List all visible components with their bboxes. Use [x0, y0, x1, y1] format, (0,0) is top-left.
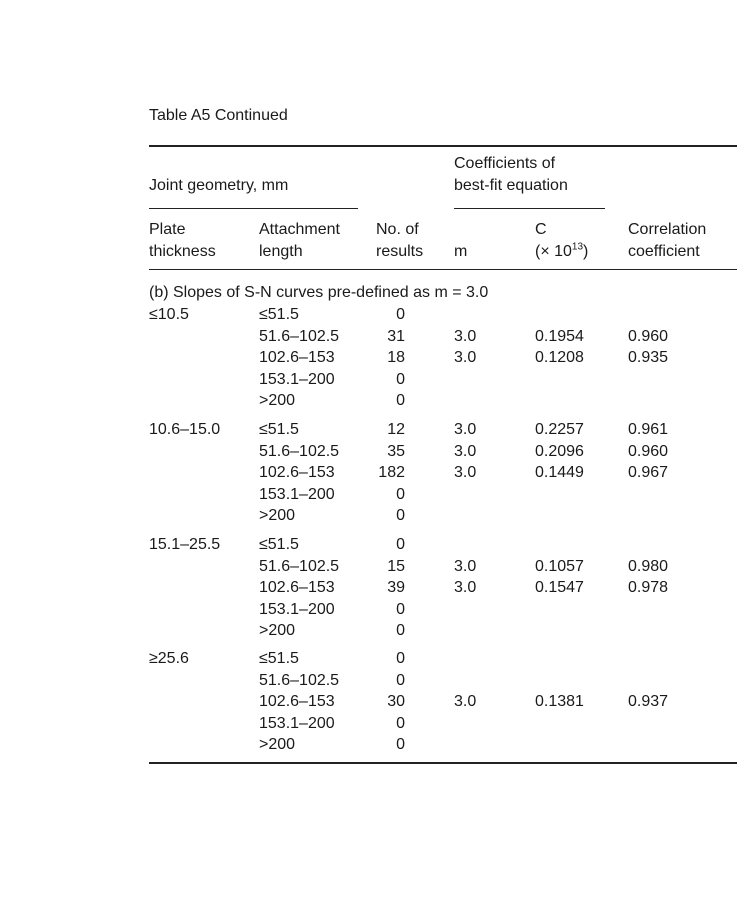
- cell-correlation: 0.961: [628, 421, 669, 438]
- cell-results: 0: [396, 536, 405, 553]
- cell-c: 0.1208: [535, 349, 584, 366]
- cell-attachment-length: >200: [259, 392, 296, 409]
- cell-results: 0: [396, 671, 405, 689]
- cell-plate-thickness: ≥25.6: [149, 650, 189, 667]
- coefficients-underline: [454, 208, 605, 209]
- cell-m: 3.0: [454, 421, 477, 438]
- header-c: [535, 219, 588, 263]
- cell-plate-thickness: 10.6–15.0: [149, 421, 221, 438]
- header-c-prefix: (× 10: [535, 243, 572, 260]
- cell-correlation: 0.980: [628, 557, 669, 575]
- cell-attachment-length: 102.6–153: [259, 464, 335, 481]
- cell-results: 18: [387, 349, 405, 366]
- cell-m: 3.0: [454, 693, 477, 710]
- header-plate-thickness: [149, 219, 216, 263]
- cell-attachment-length: >200: [259, 622, 296, 639]
- cell-attachment-length: 51.6–102.5: [259, 671, 340, 689]
- cell-attachment-length: 153.1–200: [259, 600, 335, 618]
- cell-results: 0: [396, 485, 405, 503]
- cell-attachment-length: ≤51.5: [259, 650, 299, 667]
- cell-results: 0: [396, 370, 405, 388]
- header-c-suffix: ): [583, 243, 589, 260]
- cell-results: 12: [387, 421, 405, 438]
- cell-m: 3.0: [454, 349, 477, 366]
- header-joint-geometry: Joint geometry, mm: [149, 177, 289, 194]
- cell-correlation: 0.937: [628, 693, 669, 710]
- cell-results: 0: [396, 507, 405, 524]
- cell-plate-thickness: 15.1–25.5: [149, 536, 221, 553]
- header-m: m: [454, 243, 468, 260]
- header-plate-line1: Plate: [149, 221, 186, 238]
- header-c-line2: [535, 241, 588, 263]
- cell-attachment-length: ≤51.5: [259, 306, 299, 323]
- header-corr-line1: Correlation: [628, 221, 707, 238]
- cell-results: 0: [396, 650, 405, 667]
- header-c-exponent: 13: [571, 241, 584, 253]
- joint-geometry-underline: [149, 208, 358, 209]
- cell-attachment-length: 102.6–153: [259, 693, 335, 710]
- cell-results: 0: [396, 622, 405, 639]
- cell-results: 0: [396, 306, 405, 323]
- cell-attachment-length: 51.6–102.5: [259, 327, 340, 345]
- cell-c: 0.1381: [535, 693, 584, 710]
- cell-m: 3.0: [454, 579, 477, 596]
- cell-c: 0.1547: [535, 579, 584, 596]
- table-caption: Table A5 Continued: [149, 107, 288, 124]
- cell-m: 3.0: [454, 442, 477, 460]
- cell-attachment-length: 153.1–200: [259, 370, 335, 388]
- cell-results: 182: [378, 464, 405, 481]
- cell-c: 0.1449: [535, 464, 584, 481]
- header-no-of-results: [376, 219, 423, 263]
- cell-correlation: 0.960: [628, 442, 669, 460]
- cell-m: 3.0: [454, 464, 477, 481]
- cell-c: 0.2257: [535, 421, 584, 438]
- bottom-rule: [149, 762, 737, 764]
- cell-correlation: 0.935: [628, 349, 669, 366]
- cell-attachment-length: ≤51.5: [259, 536, 299, 553]
- cell-results: 0: [396, 600, 405, 618]
- cell-c: 0.1954: [535, 327, 584, 345]
- cell-attachment-length: 51.6–102.5: [259, 442, 340, 460]
- cell-results: 0: [396, 714, 405, 732]
- cell-correlation: 0.978: [628, 579, 669, 596]
- header-coefficients-line1: Coefficients of: [454, 155, 556, 172]
- header-attach-line2: length: [259, 243, 303, 260]
- cell-results: 35: [387, 442, 405, 460]
- header-corr-line2: coefficient: [628, 243, 700, 260]
- cell-attachment-length: 102.6–153: [259, 349, 335, 366]
- cell-plate-thickness: ≤10.5: [149, 306, 189, 323]
- header-attachment-length: [259, 219, 340, 263]
- cell-attachment-length: 153.1–200: [259, 714, 335, 732]
- header-correlation: [628, 219, 706, 263]
- cell-attachment-length: >200: [259, 507, 296, 524]
- header-plate-line2: thickness: [149, 243, 216, 260]
- cell-attachment-length: >200: [259, 736, 296, 753]
- cell-m: 3.0: [454, 557, 477, 575]
- cell-c: 0.1057: [535, 557, 584, 575]
- cell-correlation: 0.960: [628, 327, 669, 345]
- cell-results: 0: [396, 392, 405, 409]
- cell-c: 0.2096: [535, 442, 584, 460]
- cell-attachment-length: ≤51.5: [259, 421, 299, 438]
- header-coefficients-line2: best-fit equation: [454, 177, 568, 194]
- cell-attachment-length: 153.1–200: [259, 485, 335, 503]
- header-attach-line1: Attachment: [259, 221, 340, 238]
- cell-results: 39: [387, 579, 405, 596]
- cell-m: 3.0: [454, 327, 477, 345]
- header-c-line1: C: [535, 221, 547, 238]
- cell-results: 0: [396, 736, 405, 753]
- header-results-line2: results: [376, 243, 424, 260]
- header-results-line1: No. of: [376, 221, 419, 238]
- cell-results: 15: [387, 557, 405, 575]
- cell-results: 31: [387, 327, 405, 345]
- header-rule: [149, 269, 737, 270]
- top-rule: [149, 145, 737, 147]
- cell-results: 30: [387, 693, 405, 710]
- cell-correlation: 0.967: [628, 464, 669, 481]
- header-coefficients: [454, 153, 568, 197]
- cell-attachment-length: 51.6–102.5: [259, 557, 340, 575]
- section-title: (b) Slopes of S-N curves pre-defined as m = 3.0: [149, 284, 489, 301]
- cell-attachment-length: 102.6–153: [259, 579, 335, 596]
